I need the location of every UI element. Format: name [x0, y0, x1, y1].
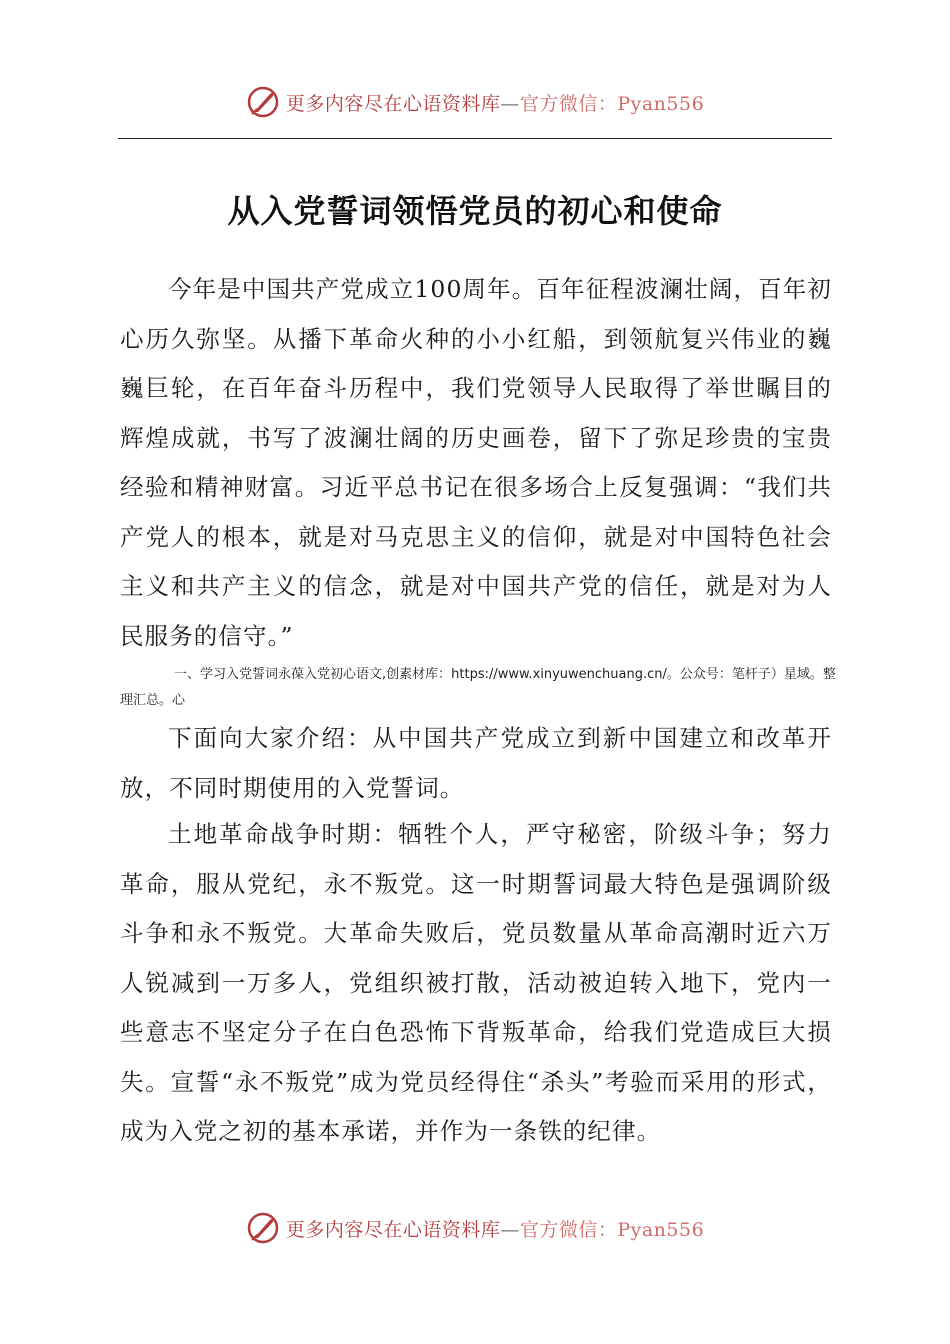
footer-banner-text: 更多内容尽在心语资料库—官方微信：Pyan556	[285, 1218, 705, 1241]
document-title: 从入党誓词领悟党员的初心和使命	[227, 192, 723, 230]
header-banner-text: 更多内容尽在心语资料库—官方微信：Pyan556	[285, 92, 705, 115]
source-note: 一、学习入党誓词永葆入党初心语文,创素材库：https://www.xinyuwenchuang.cn/。公众号：笔杆子）星域。整理汇总。心	[120, 667, 836, 708]
quill-pen-logo-icon	[246, 1211, 280, 1245]
paragraph-land-revolution: 土地革命战争时期：牺牲个人，严守秘密，阶级斗争；努力革命，服从党纪，永不叛党。这一时期誓词最大特色是强调阶级斗争和永不叛党。大革命失败后，党员数量从革命高潮时近六万人锐减到一万多人，党组织被打散，活动被迫转入地下，党内一些意志不坚定分子在白色恐怖下背叛革命，给我们党造成巨大损失。宣誓“永不叛党”成为党员经得住“杀头”考验而采用的形式，成为入党之初的基本承诺，并作为一条铁的纪律。	[120, 820, 832, 1145]
quill-pen-logo-icon	[246, 85, 280, 119]
header-divider	[118, 138, 832, 139]
paragraph-overview: 下面向大家介绍：从中国共产党成立到新中国建立和改革开放，不同时期使用的入党誓词。	[120, 724, 832, 802]
header-banner	[0, 82, 950, 122]
paragraph-intro: 今年是中国共产党成立100周年。百年征程波澜壮阔，百年初心历久弥坚。从播下革命火种的小小红船，到领航复兴伟业的巍巍巨轮，在百年奋斗历程中，我们党领导人民取得了举世瞩目的辉煌成就，书写了波澜壮阔的历史画卷，留下了弥足珍贵的宝贵经验和精神财富。习近平总书记在很多场合上反复强调：“我们共产党人的根本，就是对马克思主义的信仰，就是对中国特色社会主义和共产主义的信念，就是对中国共产党的信任，就是对为人民服务的信守。”	[120, 275, 832, 650]
footer-banner	[0, 1208, 950, 1248]
